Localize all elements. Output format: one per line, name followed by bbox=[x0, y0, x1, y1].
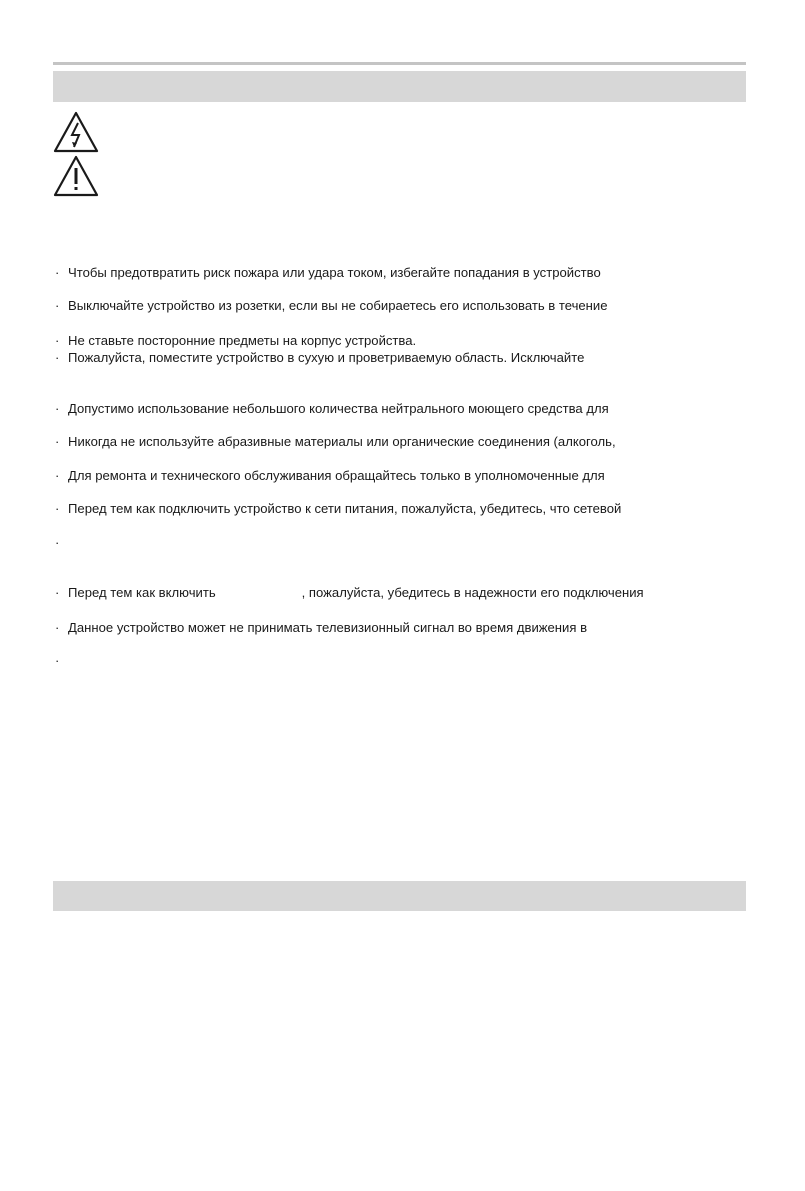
section-header-bar-bottom bbox=[53, 881, 746, 911]
safety-bullet-detergent: · Допустимо использование небольшого количества нейтрального моющего средства для bbox=[55, 401, 609, 416]
section-header-bar-top bbox=[53, 71, 746, 102]
safety-bullet-power-check: · Перед тем как подключить устройство к сети питания, пожалуйста, убедитесь, что сетевой bbox=[55, 501, 622, 516]
safety-bullet-unplug: · Выключайте устройство из розетки, если вы не собираетесь его использовать в течение bbox=[55, 298, 608, 313]
caution-exclamation-icon bbox=[53, 155, 99, 197]
safety-bullet-connection: · Перед тем как включить , пожалуйста, убедитесь в надежности его подключения bbox=[55, 585, 644, 600]
safety-bullet-service: · Для ремонта и технического обслуживания обращайтесь только в уполномоченные для bbox=[55, 468, 605, 483]
safety-bullet-fire-risk: · Чтобы предотвратить риск пожара или удара током, избегайте попадания в устройство bbox=[55, 265, 601, 280]
safety-bullet-empty-1: · bbox=[55, 535, 60, 550]
safety-bullet-abrasives: · Никогда не используйте абразивные материалы или органические соединения (алкоголь, bbox=[55, 434, 616, 449]
electric-shock-warning-icon bbox=[53, 111, 99, 153]
safety-bullet-tv-signal: · Данное устройство может не принимать телевизионный сигнал во время движения в bbox=[55, 620, 588, 635]
top-divider bbox=[53, 62, 746, 65]
safety-bullet-no-objects: · Не ставьте посторонние предметы на корпус устройства. bbox=[55, 333, 417, 348]
safety-bullet-dry-area: · Пожалуйста, поместите устройство в сухую и проветриваемую область. Исключайте bbox=[55, 350, 585, 365]
safety-bullet-empty-2: · bbox=[55, 653, 60, 668]
